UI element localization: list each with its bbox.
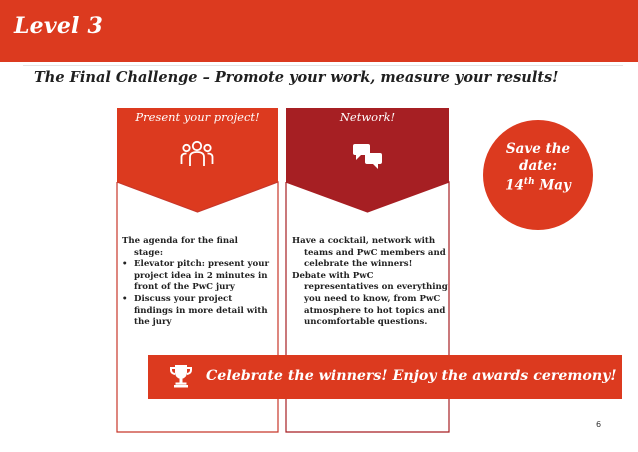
save-date-day: 14 — [505, 177, 524, 194]
column-1-body — [122, 236, 272, 329]
column-1-bullet: • Elevator pitch: present your project idea in 2 minutes in front of the PwC jury — [122, 259, 272, 294]
column-2-para1-cont: teams and PwC members and celebrate the winners! — [304, 247, 446, 270]
save-date-line1: Save the — [505, 141, 571, 157]
save-date-line2: date: — [519, 157, 557, 174]
speech-bubbles-icon — [352, 142, 384, 170]
trophy-icon — [168, 364, 194, 388]
celebrate-text: Celebrate the winners! Enjoy the awards ceremony! — [206, 368, 617, 384]
column-1-bullet: • Discuss your project findings in more detail with the jury — [122, 294, 272, 329]
save-date-line3 — [483, 174, 593, 194]
page-title: Level 3 — [14, 13, 103, 39]
group-people-icon — [180, 138, 214, 170]
column-2-body — [292, 236, 448, 329]
column-2-para2-cont: representatives on everything you need to know, from PwC atmosphere to hot topics and uncomfortable questions. — [304, 282, 448, 328]
save-the-date-badge — [483, 120, 593, 230]
page-subtitle: The Final Challenge – Promote your work, measure your results! — [34, 69, 559, 86]
column-1-intro-cont: stage: — [134, 247, 164, 258]
column-2-para2: Debate with PwC — [292, 270, 374, 281]
page-number: 6 — [596, 420, 602, 429]
column-2-para1: Have a cocktail, network with — [292, 236, 436, 246]
save-date-suffix: th — [523, 177, 535, 187]
column-2-title: Network! — [339, 110, 396, 124]
column-1-title: Present your project! — [135, 110, 260, 124]
column-1-intro: The agenda for the final — [122, 236, 238, 246]
save-date-month: May — [539, 177, 571, 194]
